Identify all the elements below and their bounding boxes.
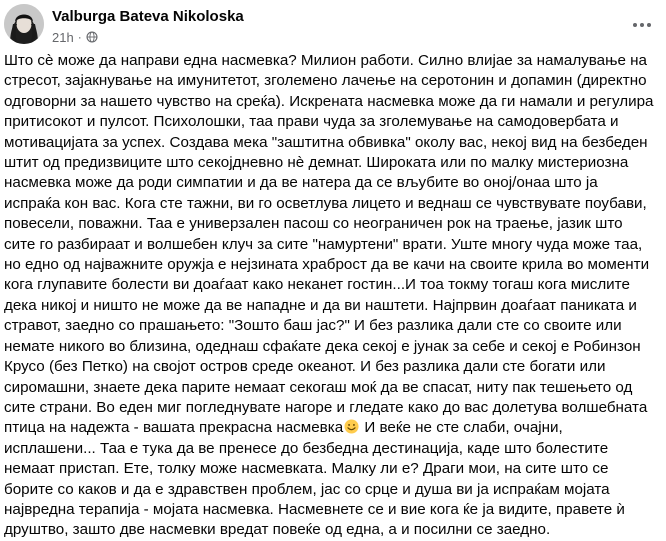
author-name[interactable]: Valburga Bateva Nikoloska: [52, 8, 244, 25]
globe-icon[interactable]: [86, 31, 98, 43]
smiling-face-emoji: [344, 419, 359, 434]
more-horizontal-icon: [632, 15, 652, 33]
post-meta: [52, 29, 98, 45]
meta-separator: ·: [77, 30, 82, 44]
post-text-part-2: И веќе не сте слаби, очајни, исплашени... Таа е тука да ве пренесе до безбедна дестинација, каде што болестите немаат пристап. Ете, толку може насмевката. Малку ли е? Драги мои, на сите што се борите со каков и да е здравствен проблем, јас со срце и душа ви ја испраќам мојата највредна терапија - мојата насмевка. Насмевнете се и вие кога ќе ја видите, правете ѝ друштво, зашто две насмевки вредат повеќе од една, а и посилни се заедно.: [4, 419, 625, 539]
profile-photo: [4, 4, 44, 44]
more-options-button[interactable]: [628, 10, 656, 38]
post-text-part-1: Што сè може да направи една насмевка? Милион работи. Силно влијае за намалување на стресот, зајакнување на имунитетот, зголемено лачење на серотонин и допамин (директно одговорни за нашето чувство на среќа). Искрената насмевка може да ги намали и регулира притисокот и пулсот. Психолошки, таа прави чуда за зголемување на самодовербата и мотивацијата за успех. Создава мека "заштитна обвивка" околу вас, некој вид на безбеден штит од предизвиците што секојдневно нè демнат. Широката или по малку мистериозна насмевка може да роди симпатии и да ве натера да се вљубите во оној/онаа што ја испраќа кон вас. Кога сте тажни, ви го осветлува лицето и веднаш се чувствувате поубави, повесели, поважни. Таа е универзален пасош со неограничен рок на траење, јазик што сите го разбираат и волшебен клуч за сите "намуртени" врати. Уште многу чуда може таа, но едно од најважните оружја е нејзината храброст да ве качи на своите крила во моменти кога глупавите болести ви доаѓаат како неканет гостин...И тоа токму тогаш кога мислите дека никој и ништо не може да ве нападне и да ви наштети. Најпрвин доаѓаат паниката и стравот, заедно со прашањето: "Зошто баш јас?" И без разлика дали сте со своите или немате никого во близина, одеднаш сфаќате дека секој е јунак за себе и секој е Робинзон Крусо (без Петко) на својот остров среде океанот. И без разлика дали сте богати или сиромашни, знаете дека парите немаат секогаш моќ да ве спасат, ниту пак тешењето од сите страни. Во еден миг погледнувате нагоре и гледате како до вас долетува волшебната птица на надежта - вашата прекрасна насмевка: [4, 52, 654, 437]
post-time[interactable]: 21h: [52, 29, 74, 45]
post-header: [0, 0, 666, 50]
post-text: [4, 51, 656, 541]
avatar[interactable]: [4, 4, 44, 44]
